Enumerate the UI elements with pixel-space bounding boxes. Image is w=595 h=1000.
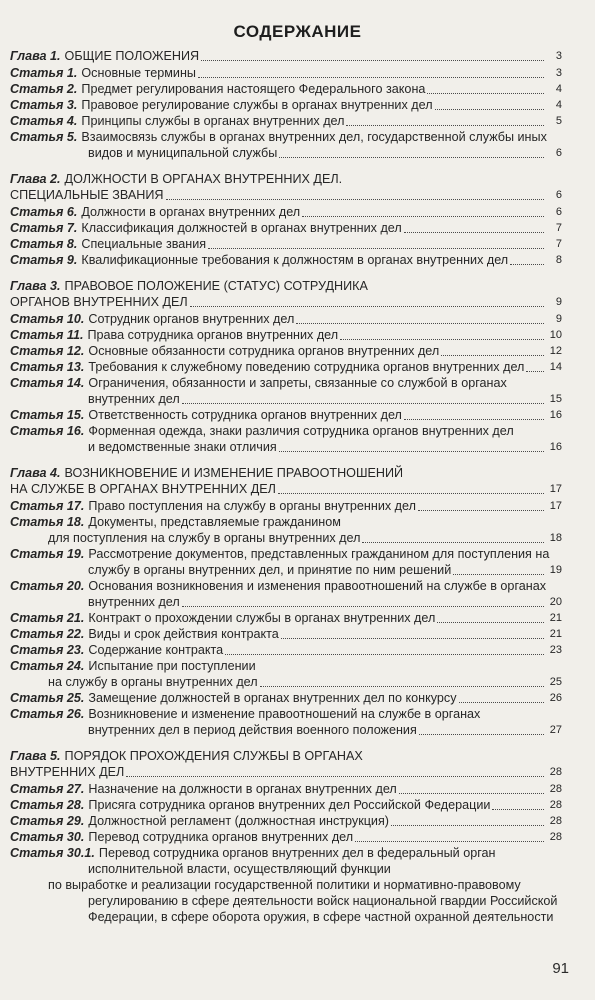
article-line [10,578,562,594]
article-entry [10,706,562,738]
article-line [10,327,562,343]
article-title: Правовое регулирование службы в органах внутренних дел [81,98,433,112]
article-entry [10,514,562,546]
dot-leader [419,734,544,735]
article-title: Предмет регулирования настоящего Федерального закона [81,82,426,96]
dot-leader [362,542,544,543]
article-line [10,530,562,546]
chapter-line [10,171,562,187]
article-line [10,626,562,642]
article-title: Перевод сотрудника органов внутренних дел [88,830,354,844]
article-page: 28 [549,815,562,827]
article-line [10,423,562,439]
article-label: Статья 25. [10,691,85,705]
chapter-line [10,294,562,310]
article-line [10,610,562,626]
article-page: 26 [549,692,562,704]
article-line [10,252,562,268]
article-entry [10,343,562,359]
article-page: 21 [549,628,562,640]
chapter-line [10,278,562,294]
chapter-title: ОРГАНОВ ВНУТРЕННИХ ДЕЛ [10,295,188,309]
article-line [10,439,562,455]
chapter-title: ВНУТРЕННИХ ДЕЛ [10,765,125,779]
chapter-title: СПЕЦИАЛЬНЫЕ ЗВАНИЯ [10,188,164,202]
article-line [10,546,562,562]
article-page: 12 [549,345,562,357]
article-title: Федерации, в сфере оборота оружия, в сфере частной охранной деятельности [88,910,554,924]
article-title: Ответственность сотрудника органов внутренних дел [88,408,402,422]
chapter-entry [10,48,562,161]
article-entry [10,498,562,514]
chapter-label: Глава 5. [10,749,61,763]
dot-leader [492,809,544,810]
article-line [10,797,562,813]
article-page: 23 [549,644,562,656]
article-title: по выработке и реализации государственной политики и нормативно-правовому [48,878,521,892]
article-line [10,359,562,375]
chapter-line [10,48,562,64]
article-title: внутренних дел [88,392,180,406]
article-line [10,706,562,722]
article-label: Статья 29. [10,814,85,828]
article-label: Статья 9. [10,253,78,267]
article-line [10,845,562,861]
article-label: Статья 13. [10,360,85,374]
article-entry [10,423,562,455]
article-title: внутренних дел в период действия военного положения [88,723,417,737]
article-title: Испытание при поступлении [88,659,256,673]
article-label: Статья 21. [10,611,85,625]
chapter-label: Глава 3. [10,279,61,293]
article-label: Статья 4. [10,114,78,128]
article-entry [10,781,562,797]
chapter-page: 28 [549,766,562,778]
article-entry [10,407,562,423]
article-label: Статья 2. [10,82,78,96]
article-page: 20 [549,596,562,608]
article-line [10,375,562,391]
article-label: Статья 6. [10,205,78,219]
article-entry [10,252,562,268]
article-entry [10,81,562,97]
article-title: регулированию в сфере деятельности войск национальной гвардии Российской [88,894,558,908]
article-entry [10,610,562,626]
article-title: Должностной регламент (должностная инструкция) [88,814,389,828]
dot-leader [453,574,544,575]
article-line [10,829,562,845]
article-page: 16 [549,441,562,453]
article-page: 14 [549,361,562,373]
article-page: 16 [549,409,562,421]
chapter-line [10,187,562,203]
article-line [10,343,562,359]
dot-leader [355,841,544,842]
article-line [10,311,562,327]
article-line [10,909,562,925]
article-page: 18 [549,532,562,544]
article-line [10,97,562,113]
article-page: 8 [555,254,562,266]
article-label: Статья 1. [10,66,78,80]
article-line [10,498,562,514]
article-entry [10,375,562,407]
article-label: Статья 26. [10,707,85,721]
article-title: Право поступления на службу в органы внутренних дел [88,499,416,513]
article-title: Замещение должностей в органах внутренних дел по конкурсу [88,691,457,705]
dot-leader [427,93,544,94]
dot-leader [437,622,544,623]
article-page: 10 [549,329,562,341]
article-entry [10,359,562,375]
article-page: 19 [549,564,562,576]
article-entry [10,97,562,113]
article-title: Перевод сотрудника органов внутренних дел в федеральный орган [98,846,496,860]
article-entry [10,113,562,129]
article-entry [10,642,562,658]
article-line [10,204,562,220]
article-entry [10,311,562,327]
article-entry [10,813,562,829]
article-line [10,674,562,690]
article-line [10,391,562,407]
article-label: Статья 15. [10,408,85,422]
article-page: 7 [555,222,562,234]
dot-leader [208,248,544,249]
article-label: Статья 7. [10,221,78,235]
article-title: исполнительной власти, осуществляющий функции [88,862,391,876]
article-entry [10,220,562,236]
article-entry [10,65,562,81]
article-page: 4 [555,83,562,95]
article-entry [10,236,562,252]
article-title: Специальные звания [81,237,207,251]
article-line [10,220,562,236]
dot-leader [435,109,544,110]
article-page: 6 [555,147,562,159]
article-title: Основания возникновения и изменения правоотношений на службе в органах [88,579,547,593]
article-title: Требования к служебному поведению сотрудника органов внутренних дел [88,360,525,374]
article-line [10,893,562,909]
article-page: 6 [555,206,562,218]
article-label: Статья 30.1. [10,846,95,860]
dot-leader [201,60,544,61]
article-title: Взаимосвязь службы в органах внутренних дел, государственной службы иных [81,130,547,144]
article-page: 28 [549,783,562,795]
article-title: Сотрудник органов внутренних дел [88,312,295,326]
dot-leader [418,510,544,511]
article-entry [10,845,562,925]
article-label: Статья 27. [10,782,85,796]
article-title: Основные термины [81,66,196,80]
page-number: 91 [552,960,569,977]
article-line [10,113,562,129]
article-label: Статья 24. [10,659,85,673]
article-page: 21 [549,612,562,624]
article-line [10,594,562,610]
chapter-line [10,481,562,497]
dot-leader [441,355,544,356]
chapter-title: ДОЛЖНОСТИ В ОРГАНАХ ВНУТРЕННИХ ДЕЛ. [64,172,343,186]
article-title: Права сотрудника органов внутренних дел [87,328,339,342]
article-title: Контракт о прохождении службы в органах внутренних дел [88,611,436,625]
article-line [10,877,562,893]
dot-leader [182,606,544,607]
chapter-page: 9 [555,296,562,308]
article-entry [10,690,562,706]
chapter-line [10,764,562,780]
article-title: Виды и срок действия контракта [88,627,279,641]
article-line [10,658,562,674]
article-page: 7 [555,238,562,250]
dot-leader [399,793,544,794]
chapter-title: ПРАВОВОЕ ПОЛОЖЕНИЕ (СТАТУС) СОТРУДНИКА [64,279,368,293]
article-label: Статья 19. [10,547,85,561]
article-line [10,236,562,252]
article-entry [10,626,562,642]
article-entry [10,829,562,845]
article-title: внутренних дел [88,595,180,609]
chapter-label: Глава 4. [10,466,61,480]
dot-leader [340,339,544,340]
article-line [10,781,562,797]
article-entry [10,129,562,161]
article-label: Статья 30. [10,830,85,844]
dot-leader [198,77,544,78]
chapter-page: 3 [555,50,562,62]
article-entry [10,327,562,343]
article-label: Статья 5. [10,130,78,144]
article-line [10,407,562,423]
chapter-entry [10,748,562,925]
article-page: 28 [549,799,562,811]
article-label: Статья 10. [10,312,85,326]
article-line [10,642,562,658]
article-line [10,861,562,877]
article-line [10,514,562,530]
article-line [10,145,562,161]
dot-leader [302,216,544,217]
chapter-line [10,465,562,481]
article-page: 28 [549,831,562,843]
article-title: Форменная одежда, знаки различия сотрудника органов внутренних дел [88,424,514,438]
page-title: СОДЕРЖАНИЕ [233,22,362,41]
article-title: Содержание контракта [88,643,224,657]
article-page: 3 [555,67,562,79]
dot-leader [279,451,544,452]
dot-leader [225,654,544,655]
article-entry [10,204,562,220]
dot-leader [296,323,544,324]
article-title: службу в органы внутренних дел, и принятие по ним решений [88,563,452,577]
article-line [10,81,562,97]
dot-leader [346,125,544,126]
article-page: 27 [549,724,562,736]
chapter-label: Глава 1. [10,49,61,63]
table-of-contents [10,48,562,925]
dot-leader [510,264,544,265]
article-line [10,690,562,706]
article-page: 5 [555,115,562,127]
article-title: Должности в органах внутренних дел [81,205,301,219]
article-line [10,722,562,738]
dot-leader [459,702,544,703]
article-title: и ведомственные знаки отличия [88,440,277,454]
dot-leader [190,306,544,307]
article-label: Статья 16. [10,424,85,438]
article-page: 17 [549,500,562,512]
article-title: Ограничения, обязанности и запреты, связанные со службой в органах [88,376,507,390]
article-title: Основные обязанности сотрудника органов внутренних дел [88,344,440,358]
article-line [10,813,562,829]
article-title: на службу в органы внутренних дел [48,675,258,689]
chapter-title: ОБЩИЕ ПОЛОЖЕНИЯ [64,49,200,63]
article-label: Статья 22. [10,627,85,641]
article-entry [10,578,562,610]
dot-leader [166,199,545,200]
article-page: 9 [555,313,562,325]
article-label: Статья 12. [10,344,85,358]
article-title: Присяга сотрудника органов внутренних дел Российской Федерации [88,798,491,812]
dot-leader [182,403,544,404]
chapter-title: НА СЛУЖБЕ В ОРГАНАХ ВНУТРЕННИХ ДЕЛ [10,482,276,496]
article-label: Статья 11. [10,328,84,342]
dot-leader [526,371,544,372]
chapter-title: ПОРЯДОК ПРОХОЖДЕНИЯ СЛУЖБЫ В ОРГАНАХ [64,749,363,763]
dot-leader [404,232,544,233]
chapter-title: ВОЗНИКНОВЕНИЕ И ИЗМЕНЕНИЕ ПРАВООТНОШЕНИЙ [64,466,404,480]
dot-leader [279,157,544,158]
chapter-page: 17 [549,483,562,495]
article-entry [10,658,562,690]
dot-leader [126,776,544,777]
article-page: 25 [549,676,562,688]
chapter-page: 6 [555,189,562,201]
article-label: Статья 17. [10,499,85,513]
article-title: Назначение на должности в органах внутренних дел [88,782,397,796]
article-line [10,129,562,145]
article-label: Статья 18. [10,515,85,529]
article-title: Принципы службы в органах внутренних дел [81,114,345,128]
article-label: Статья 20. [10,579,85,593]
article-label: Статья 3. [10,98,78,112]
dot-leader [278,493,544,494]
article-title: видов и муниципальной службы [88,146,278,160]
article-page: 4 [555,99,562,111]
article-title: Классификация должностей в органах внутренних дел [81,221,402,235]
article-title: для поступления на службу в органы внутренних дел [48,531,361,545]
dot-leader [260,686,544,687]
dot-leader [404,419,544,420]
chapter-entry [10,465,562,738]
article-line [10,562,562,578]
chapter-entry [10,171,562,268]
article-label: Статья 8. [10,237,78,251]
article-entry [10,546,562,578]
article-label: Статья 23. [10,643,85,657]
chapter-entry [10,278,562,455]
article-title: Квалификационные требования к должностям в органах внутренних дел [81,253,509,267]
article-page: 15 [549,393,562,405]
dot-leader [281,638,544,639]
chapter-line [10,748,562,764]
article-title: Рассмотрение документов, представленных гражданином для поступления на [88,547,550,561]
article-label: Статья 14. [10,376,85,390]
chapter-label: Глава 2. [10,172,61,186]
article-line [10,65,562,81]
dot-leader [391,825,544,826]
article-title: Возникновение и изменение правоотношений на службе в органах [88,707,481,721]
article-title: Документы, представляемые гражданином [88,515,341,529]
article-entry [10,797,562,813]
article-label: Статья 28. [10,798,85,812]
